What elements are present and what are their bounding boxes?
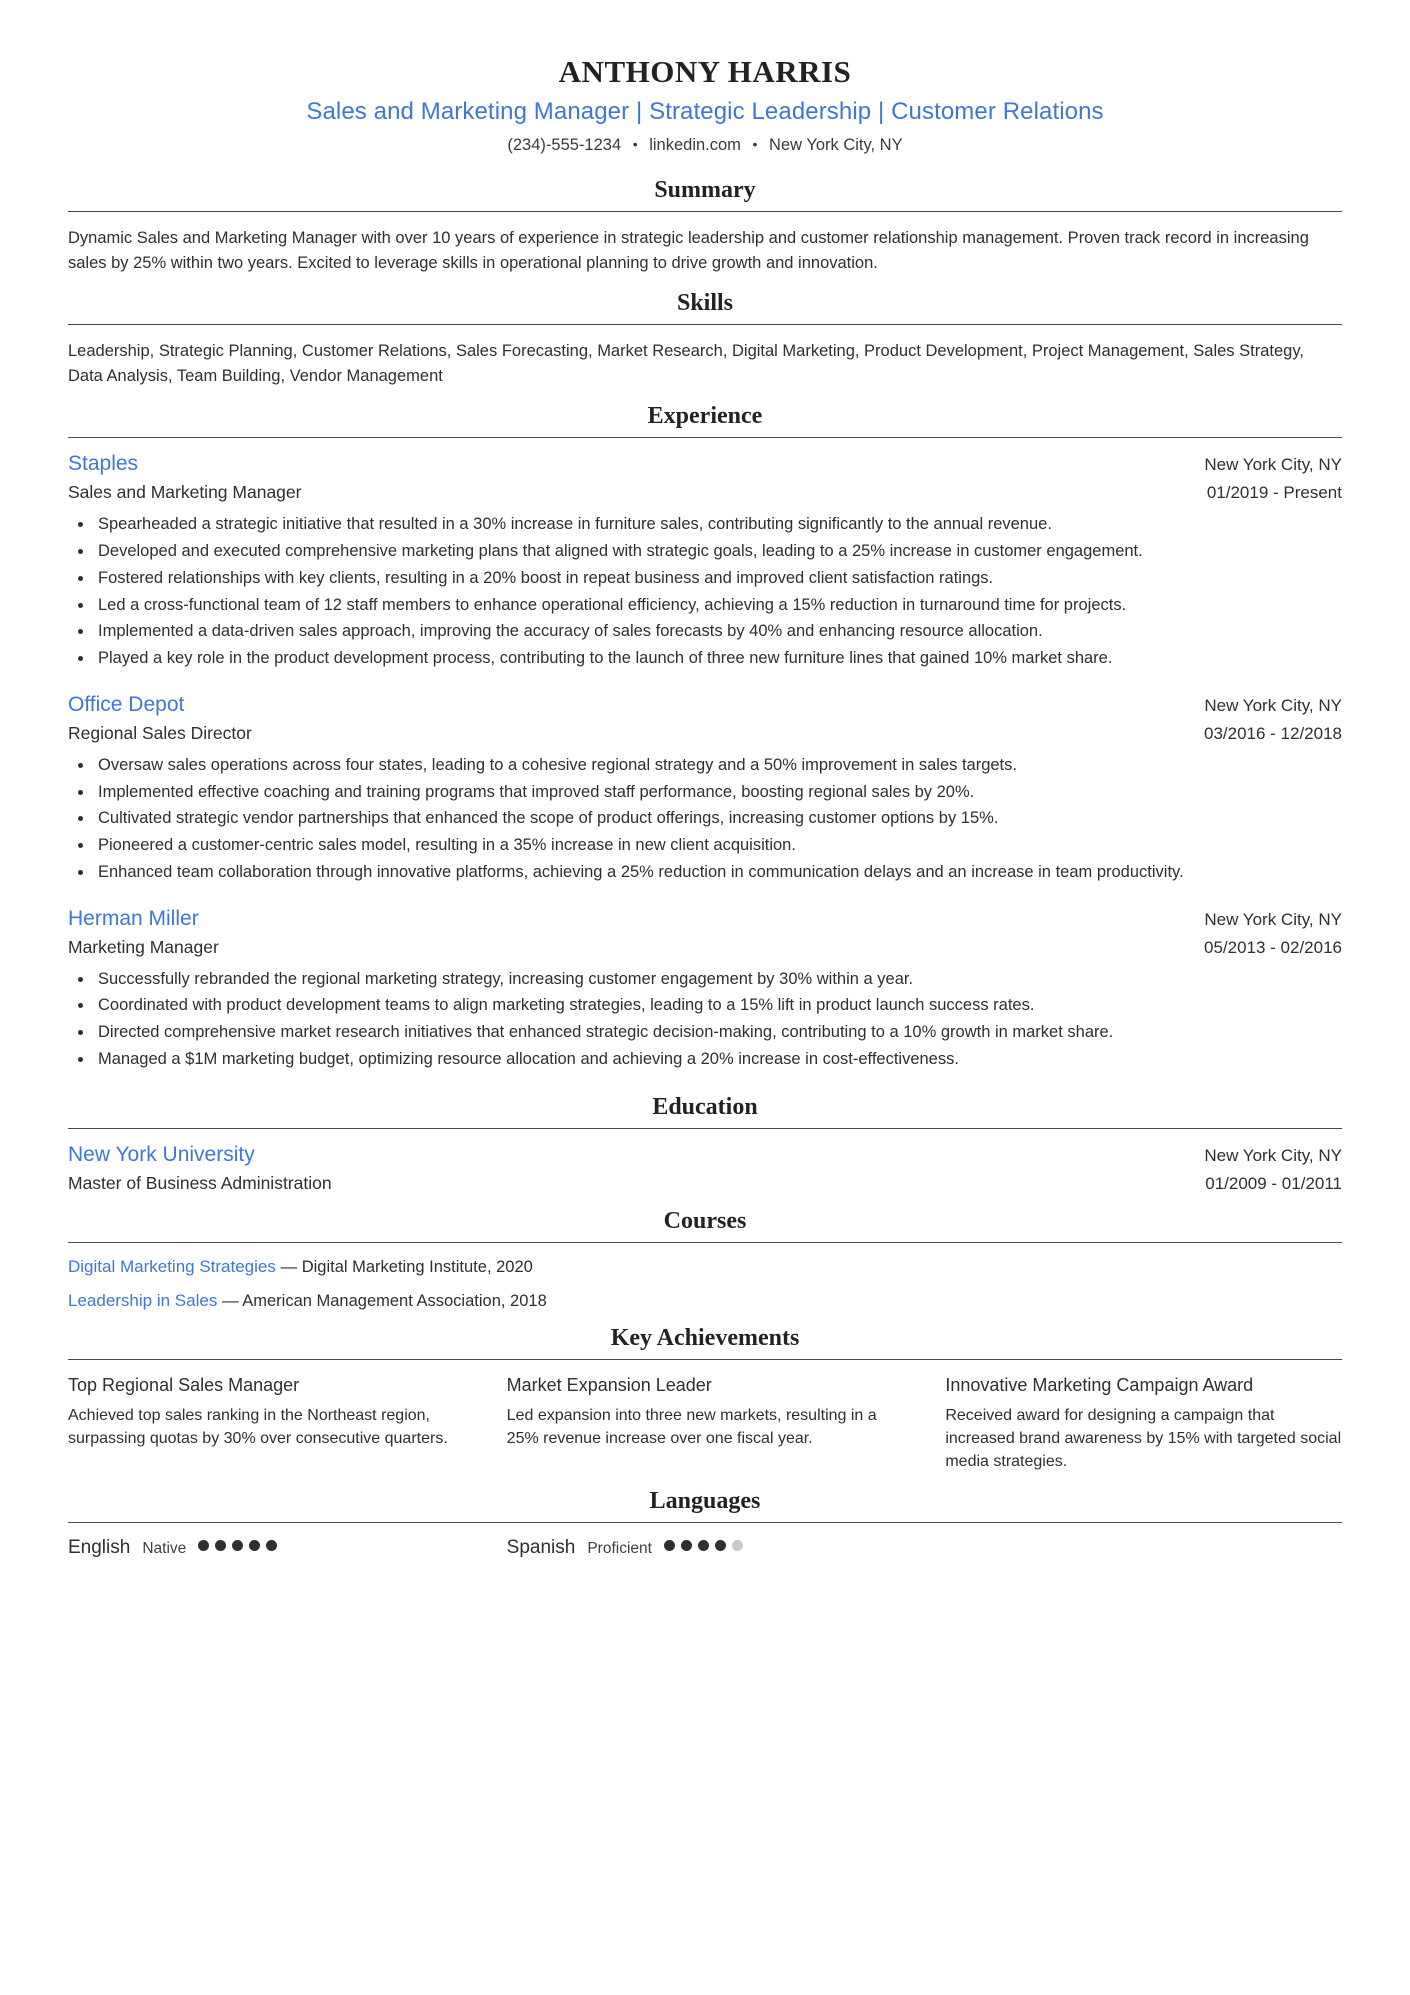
- list-item: • Implemented a data-driven sales approach, improving the accuracy of sales forecasts by 40% and enhancing resource allocation.: [94, 619, 1342, 644]
- section-education: [68, 1094, 1342, 1194]
- list-item: • Coordinated with product development teams to align marketing strategies, leading to a 15% lift in product launch success rates.: [94, 993, 1342, 1018]
- location-text: New York City, NY: [769, 136, 903, 154]
- achievement-title: Market Expansion Leader: [506, 1374, 712, 1395]
- section-divider: [68, 1242, 1342, 1243]
- bullet-separator-icon: •: [752, 136, 758, 152]
- course-entry: [68, 1257, 1342, 1277]
- job-title: Sales and Marketing Manager: [68, 482, 302, 503]
- course-meta: — American Management Association, 2018: [222, 1291, 547, 1310]
- skills-text: Leadership, Strategic Planning, Customer Relations, Sales Forecasting, Market Research, Digital Marketing, Product Development, Project Management, Sales Strategy, Data Analysis, Team Building, Vendor Management: [68, 342, 1304, 386]
- list-item: • Cultivated strategic vendor partnerships that enhanced the scope of product offerings, increasing customer options by 15%.: [94, 806, 1342, 831]
- employer-name[interactable]: Staples: [68, 452, 139, 476]
- website-text[interactable]: linkedin.com: [649, 136, 741, 154]
- rating-dot: [232, 1540, 243, 1551]
- language-name: English: [68, 1536, 131, 1558]
- employer-location: New York City, NY: [1204, 695, 1342, 715]
- list-item: • Played a key role in the product development process, contributing to the launch of three new furniture lines that gained 10% market share.: [94, 646, 1342, 671]
- achievement-item: [507, 1374, 904, 1474]
- experience-entry: [68, 907, 1342, 1072]
- course-name[interactable]: Leadership in Sales: [68, 1290, 218, 1310]
- employer-name[interactable]: Office Depot: [68, 692, 185, 716]
- contact-line: [68, 136, 1342, 155]
- section-languages: [68, 1488, 1342, 1559]
- section-divider: [68, 1128, 1342, 1129]
- language-name: Spanish: [506, 1536, 576, 1558]
- summary-text: Dynamic Sales and Marketing Manager with over 10 years of experience in strategic leadership and customer relationship management. Proven track record in increasing sales by 25% within two years. Excited to leverage skills in operational planning to drive growth and innovation.: [68, 229, 1309, 273]
- section-divider: [68, 324, 1342, 325]
- list-item: • Pioneered a customer-centric sales model, resulting in a 35% increase in new client acquisition.: [94, 833, 1342, 858]
- rating-dot: [198, 1540, 209, 1551]
- job-bullets: [68, 967, 1342, 1072]
- job-title: Marketing Manager: [68, 936, 219, 957]
- section-title-experience: Experience: [647, 403, 763, 430]
- rating-dot: [681, 1540, 692, 1551]
- job-dates: 05/2013 - 02/2016: [1203, 937, 1342, 957]
- language-rating-dots: [198, 1540, 277, 1551]
- achievement-title: Top Regional Sales Manager: [68, 1374, 300, 1395]
- section-skills: [68, 290, 1342, 389]
- list-item: • Directed comprehensive market research initiatives that enhanced strategic decision-making, contributing to a 10% growth in market share.: [94, 1020, 1342, 1045]
- course-meta: — Digital Marketing Institute, 2020: [280, 1257, 533, 1276]
- list-item: • Led a cross-functional team of 12 staff members to enhance operational efficiency, achieving a 15% reduction in turnaround time for projects.: [94, 593, 1342, 618]
- section-experience: [68, 403, 1342, 1071]
- section-summary: [68, 177, 1342, 276]
- list-item: • Enhanced team collaboration through innovative platforms, achieving a 25% reduction in communication delays and an increase in team productivity.: [94, 860, 1342, 885]
- rating-dot: [698, 1540, 709, 1551]
- list-item: • Fostered relationships with key clients, resulting in a 20% boost in repeat business and improved client satisfaction ratings.: [94, 566, 1342, 591]
- education-entry: [68, 1143, 1342, 1194]
- course-name[interactable]: Digital Marketing Strategies: [68, 1256, 276, 1276]
- employer-name[interactable]: Herman Miller: [68, 906, 199, 930]
- section-divider: [68, 1522, 1342, 1523]
- section-title-languages: Languages: [649, 1487, 761, 1514]
- section-divider: [68, 211, 1342, 212]
- section-title-skills: Skills: [676, 290, 734, 317]
- achievement-title: Innovative Marketing Campaign Award: [945, 1374, 1254, 1395]
- rating-dot: [732, 1540, 743, 1551]
- rating-dot: [249, 1540, 260, 1551]
- achievement-description: Led expansion into three new markets, resulting in a 25% revenue increase over one fiscal year.: [506, 1406, 877, 1448]
- professional-headline: Sales and Marketing Manager | Strategic Leadership | Customer Relations: [306, 98, 1104, 125]
- rating-dot: [664, 1540, 675, 1551]
- language-item: [68, 1537, 465, 1559]
- achievement-description: Achieved top sales ranking in the Northeast region, surpassing quotas by 30% over consecutive quarters.: [68, 1406, 448, 1448]
- achievements-grid: [68, 1374, 1342, 1474]
- section-title-key-achievements: Key Achievements: [610, 1324, 800, 1351]
- section-title-education: Education: [652, 1093, 758, 1120]
- experience-entry: [68, 693, 1342, 885]
- section-key-achievements: [68, 1325, 1342, 1474]
- job-title: Regional Sales Director: [68, 722, 252, 743]
- list-item: • Spearheaded a strategic initiative that resulted in a 30% increase in furniture sales, contributing significantly to the annual revenue.: [94, 512, 1342, 537]
- section-title-courses: Courses: [663, 1207, 747, 1234]
- section-courses: [68, 1208, 1342, 1311]
- job-dates: 03/2016 - 12/2018: [1203, 723, 1342, 743]
- list-item: • Implemented effective coaching and training programs that improved staff performance, boosting regional sales by 20%.: [94, 780, 1342, 805]
- bullet-separator-icon: •: [632, 136, 638, 152]
- language-level: Native: [142, 1539, 187, 1557]
- page-title: ANTHONY HARRIS: [558, 54, 852, 89]
- job-bullets: [68, 753, 1342, 885]
- list-item: • Successfully rebranded the regional marketing strategy, increasing customer engagement by 30% within a year.: [94, 967, 1342, 992]
- resume-header: [68, 54, 1342, 155]
- achievement-description: Received award for designing a campaign that increased brand awareness by 15% with targeted social media strategies.: [945, 1406, 1342, 1471]
- achievement-item: [945, 1374, 1342, 1474]
- achievement-item: [68, 1374, 465, 1474]
- school-name[interactable]: New York University: [68, 1142, 255, 1166]
- job-dates: 01/2019 - Present: [1206, 483, 1342, 503]
- section-title-summary: Summary: [654, 177, 756, 203]
- section-divider: [68, 437, 1342, 438]
- list-item: • Developed and executed comprehensive marketing plans that aligned with strategic goals, leading to a 25% increase in customer engagement.: [94, 539, 1342, 564]
- language-rating-dots: [664, 1540, 743, 1551]
- rating-dot: [215, 1540, 226, 1551]
- language-level: Proficient: [587, 1539, 652, 1557]
- languages-grid: [68, 1537, 1342, 1559]
- course-entry: [68, 1291, 1342, 1311]
- employer-location: New York City, NY: [1204, 455, 1342, 475]
- degree-title: Master of Business Administration: [68, 1172, 332, 1193]
- list-item: • Oversaw sales operations across four states, leading to a cohesive regional strategy and a 50% improvement in sales targets.: [94, 753, 1342, 778]
- school-location: New York City, NY: [1204, 1145, 1342, 1165]
- language-item: [507, 1537, 904, 1559]
- list-item: • Managed a $1M marketing budget, optimizing resource allocation and achieving a 20% increase in cost-effectiveness.: [94, 1047, 1342, 1072]
- employer-location: New York City, NY: [1204, 909, 1342, 929]
- language-item-empty: [945, 1537, 1342, 1559]
- rating-dot: [715, 1540, 726, 1551]
- rating-dot: [266, 1540, 277, 1551]
- job-bullets: [68, 512, 1342, 671]
- phone-text: (234)-555-1234: [507, 136, 622, 154]
- section-divider: [68, 1359, 1342, 1360]
- degree-dates: 01/2009 - 01/2011: [1205, 1173, 1342, 1193]
- experience-entry: [68, 452, 1342, 671]
